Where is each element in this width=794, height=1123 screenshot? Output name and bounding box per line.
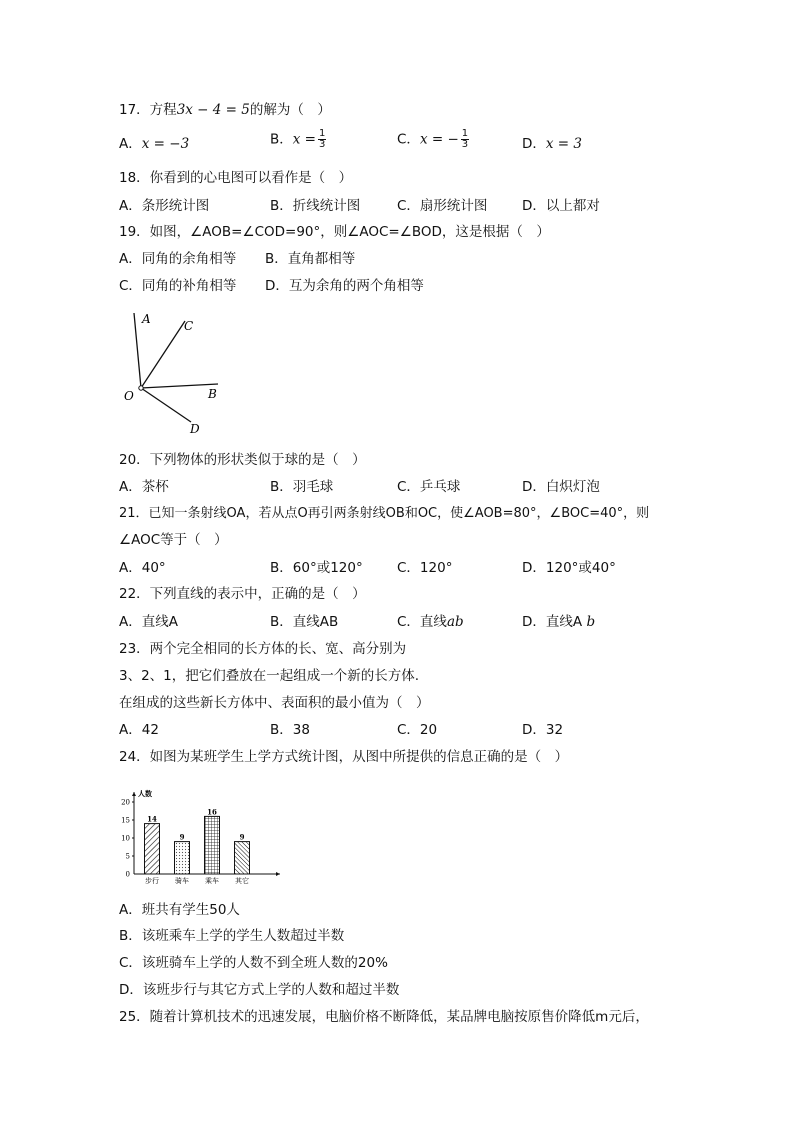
q18-option-b: B．折线统计图 bbox=[270, 198, 361, 214]
q23-line2: 3、2、1，把它们叠放在一起组成一个新的长方体. bbox=[119, 668, 420, 684]
q17-option-d: D．x = 3 bbox=[522, 136, 583, 152]
bar-2 bbox=[175, 842, 190, 874]
q23-line3: 在组成的这些新长方体中、表面积的最小值为（ ） bbox=[119, 695, 430, 711]
q17-option-c: C．x = − $\frac{1}{3}$ bbox=[397, 128, 469, 150]
q17-stem-text: 17．方程 bbox=[119, 102, 177, 118]
q22-option-b: B．直线AB bbox=[270, 614, 339, 630]
y-tick-label: 10 bbox=[121, 834, 130, 843]
q24-option-b: B．该班乘车上学的学生人数超过半数 bbox=[119, 928, 345, 944]
q22-stem: 22．下列直线的表示中，正确的是（ ） bbox=[119, 586, 366, 602]
bar-1 bbox=[145, 824, 160, 874]
q19-option-a: A．同角的余角相等 bbox=[119, 251, 237, 267]
q17-c-fraction: $\frac{1}{3}$ bbox=[461, 128, 469, 150]
q24-option-c: C．该班骑车上学的人数不到全班人数的20% bbox=[119, 955, 388, 971]
q17-option-b: B．x = $\frac{1}{3}$ bbox=[270, 128, 326, 150]
q24-bar-chart bbox=[112, 776, 282, 888]
q19-option-c: C．同角的补角相等 bbox=[119, 278, 237, 294]
q22-option-a: A．直线A bbox=[119, 614, 178, 630]
q23-option-d: D．32 bbox=[522, 722, 564, 738]
ray-od bbox=[141, 388, 191, 422]
x-category-label: 乘车 bbox=[205, 877, 219, 885]
y-axis-label: 人数 bbox=[138, 789, 152, 798]
ray-oa bbox=[134, 313, 141, 388]
label-a: A bbox=[142, 312, 151, 326]
q20-option-a: A．茶杯 bbox=[119, 479, 169, 495]
q17-stem bbox=[119, 101, 331, 119]
label-d: D bbox=[190, 422, 200, 436]
q24-option-d: D．该班步行与其它方式上学的人数和超过半数 bbox=[119, 982, 400, 998]
ray-ob bbox=[141, 384, 218, 388]
y-axis-arrow bbox=[132, 792, 136, 796]
y-tick-label: 5 bbox=[125, 852, 130, 861]
q23-line1: 23．两个完全相同的长方体的长、宽、高分别为 bbox=[119, 641, 407, 657]
q18-option-a: A．条形统计图 bbox=[119, 198, 210, 214]
q22-option-d: D．直线A b bbox=[522, 614, 596, 630]
q19-option-b: B．直角都相等 bbox=[265, 251, 356, 267]
label-c: C bbox=[184, 319, 194, 333]
q20-option-b: B．羽毛球 bbox=[270, 479, 334, 495]
q21-option-b: B．60°或120° bbox=[270, 560, 363, 576]
q17-equation: 3x − 4 = 5 bbox=[176, 102, 250, 118]
q23-option-b: B．38 bbox=[270, 722, 310, 738]
q22-option-c: C．直线ab bbox=[397, 614, 464, 630]
ray-oc bbox=[141, 321, 185, 388]
bar-value-label: 16 bbox=[207, 807, 217, 817]
q24-stem: 24．如图为某班学生上学方式统计图，从图中所提供的信息正确的是（ ） bbox=[119, 749, 569, 765]
q20-stem: 20．下列物体的形状类似于球的是（ ） bbox=[119, 452, 366, 468]
q19-angle-figure bbox=[118, 305, 238, 440]
point-o bbox=[139, 386, 143, 390]
q18-stem: 18．你看到的心电图可以看作是（ ） bbox=[119, 170, 353, 186]
q18-option-d: D．以上都对 bbox=[522, 198, 600, 214]
q21-option-c: C．120° bbox=[397, 560, 453, 576]
q19-option-d: D．互为余角的两个角相等 bbox=[265, 278, 424, 294]
q19-stem: 19．如图，∠AOB=∠COD=90°，则∠AOC=∠BOD，这是根据（ ） bbox=[119, 224, 550, 240]
q23-option-a: A．42 bbox=[119, 722, 159, 738]
y-tick-label: 15 bbox=[121, 816, 130, 825]
q21-option-a: A．40° bbox=[119, 560, 166, 576]
q23-option-c: C．20 bbox=[397, 722, 438, 738]
bar-4 bbox=[235, 842, 250, 874]
bar-value-label: 9 bbox=[239, 832, 245, 842]
q17-option-a: A．x = −3 bbox=[119, 136, 190, 152]
q25-stem: 25．随着计算机技术的迅速发展，电脑价格不断降低，某品牌电脑按原售价降低m元后， bbox=[119, 1009, 649, 1025]
q20-option-d: D．白炽灯泡 bbox=[522, 479, 600, 495]
q21-stem-line1: 21．已知一条射线OA，若从点O再引两条射线OB和OC，使∠AOB=80°，∠BOC=40°，则 bbox=[119, 506, 650, 521]
q20-option-c: C．乒乓球 bbox=[397, 479, 461, 495]
q17-b-fraction: $\frac{1}{3}$ bbox=[318, 128, 326, 150]
q24-option-a: A．班共有学生50人 bbox=[119, 902, 240, 918]
bar-value-label: 14 bbox=[147, 814, 157, 824]
q18-option-c: C．扇形统计图 bbox=[397, 198, 488, 214]
bar-value-label: 9 bbox=[179, 832, 185, 842]
q17-stem-end: 的解为（ ） bbox=[249, 102, 331, 118]
x-category-label: 骑车 bbox=[175, 877, 189, 885]
x-category-label: 其它 bbox=[235, 877, 249, 885]
q21-option-d: D．120°或40° bbox=[522, 560, 616, 576]
bar-3 bbox=[205, 816, 220, 874]
label-o: O bbox=[124, 389, 134, 403]
q21-stem-line2: ∠AOC等于（ ） bbox=[119, 532, 228, 548]
y-tick-label: 20 bbox=[121, 798, 130, 807]
y-tick-label: 0 bbox=[125, 870, 130, 879]
x-category-label: 步行 bbox=[145, 877, 159, 885]
label-b: B bbox=[208, 387, 217, 401]
x-axis-arrow bbox=[276, 872, 280, 876]
